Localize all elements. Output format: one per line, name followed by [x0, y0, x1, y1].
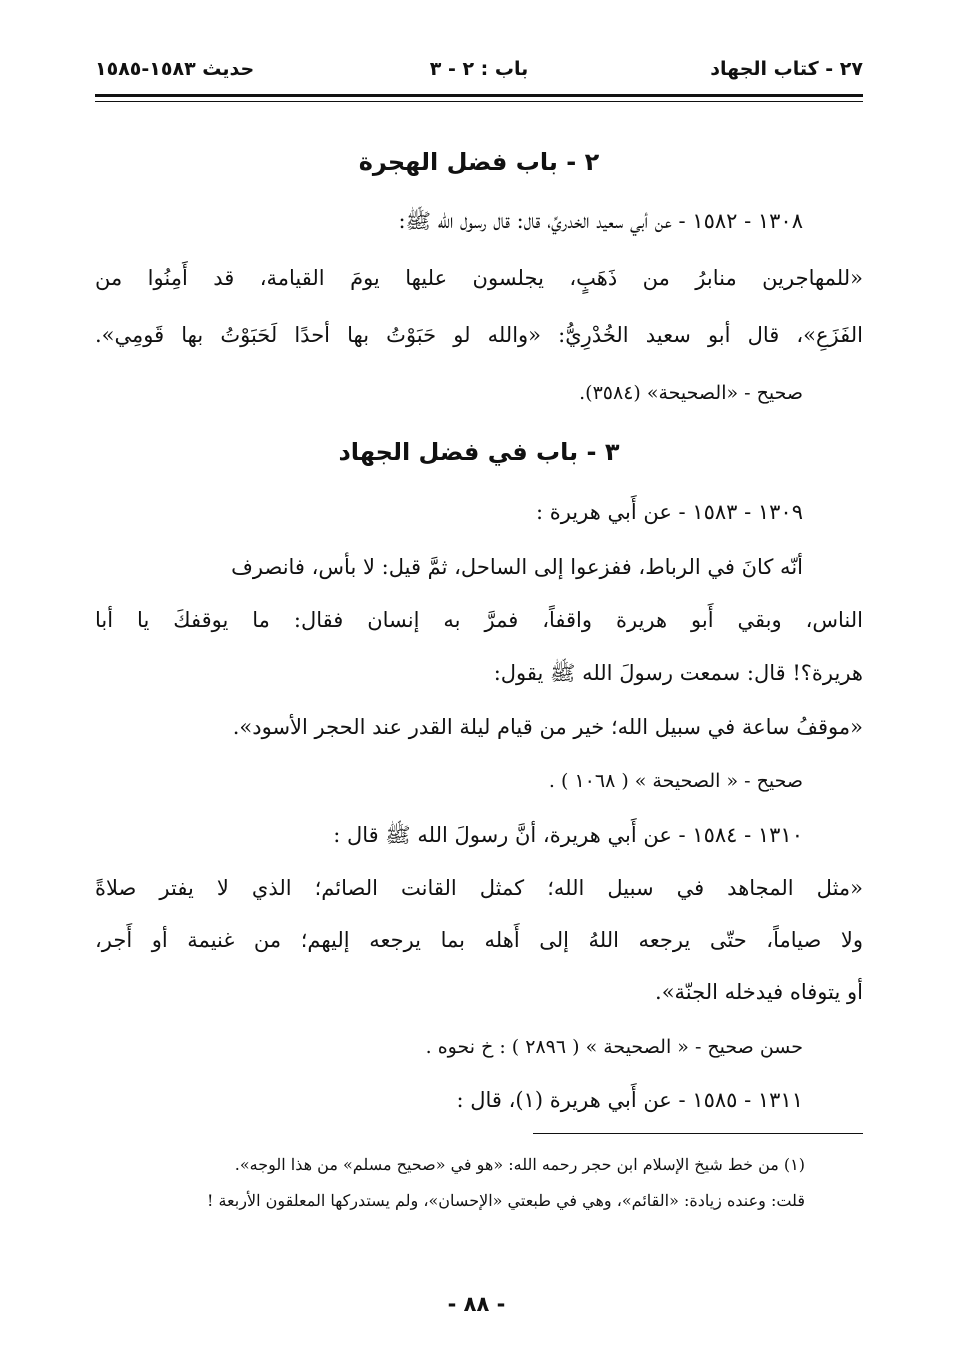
footnote-1: (١) من خط شيخ الإسلام ابن حجر رحمه الله: «هو في «صحيح مسلم» من هذا الوجه».	[234, 1155, 805, 1174]
section-heading-jihad: ٣ - باب في فضل الجهاد	[338, 438, 620, 466]
section-heading-hijra: ٢ - باب فضل الهجرة	[358, 148, 600, 176]
header-rule-thick	[95, 94, 863, 97]
running-head-section: باب : ٢ - ٣	[429, 58, 529, 80]
hadith-1311-isnad: ١٣١١ - ١٥٨٥ - عن أَبي هريرة (١)، قال :	[456, 1088, 803, 1112]
footnote-rule	[533, 1133, 863, 1134]
running-head-chapter: ٢٧ - كتاب الجهاد	[710, 58, 863, 80]
hadith-1309-text-3: هريرة؟! قال: سمعت رسولَ الله ﷺ يقول:	[493, 661, 863, 685]
running-head-hadith-range: حديث ١٥٨٣-١٥٨٥	[95, 58, 255, 80]
hadith-1310-isnad: ١٣١٠ - ١٥٨٤ - عن أَبي هريرة، أنَّ رسولَ الله ﷺ قال :	[333, 823, 803, 847]
hadith-1309-text-1: أنّه كانَ في الرباط، ففزعوا إلى الساحل، ثمَّ قيل: لا بأس، فانصرف	[231, 555, 803, 579]
hadith-1308-grading: صحيح - «الصحيحة» (٣٥٨٤).	[579, 382, 803, 404]
hadith-1309-text-2: الناس، وبقي أَبو هريرة واقفاً، فمرَّ به إنسان فقال: ما يوقفكَ يا أبا	[95, 608, 863, 632]
footnote-1-continued: قلت: وعنده زيادة: «القائم»، وهي في طبعتي «الإحسان»، ولم يستدركها المعلقون الأربعة !	[206, 1191, 805, 1210]
hadith-1309-grading: صحيح - « الصحيحة » ( ١٠٦٨ ) .	[548, 770, 803, 792]
hadith-1308-text-2: الفَزَعِ»، قال أبو سعيد الخُدْرِيُّ: «والله لو حَبَوْتُ بها أحدًا لَحَبَوْتُ بها قَومِي».	[95, 323, 863, 347]
hadith-1310-text-3: أو يتوفاه فيدخله الجنّة».	[655, 980, 863, 1004]
hadith-1310-text-2: ولا صياماً، حتّى يرجعه اللهُ إلى أَهله بما يرجعه إليهم؛ من غنيمة أو أَجر،	[95, 928, 863, 952]
running-head	[95, 58, 863, 92]
page-number: - ٨٨ -	[447, 1292, 506, 1316]
hadith-1310-text-1: «مثل المجاهد في سبيل الله؛ كمثل القانت الصائم؛ الذي لا يفتر صلاةً	[95, 876, 863, 900]
hadith-1309-isnad: ١٣٠٩ - ١٥٨٣ - عن أَبي هريرة :	[535, 500, 803, 524]
hadith-1310-grading: حسن صحيح - « الصحيحة » ( ٢٨٩٦ ) : خ نحوه .	[425, 1036, 803, 1058]
hadith-1308-text-1: «للمهاجرين منابرُ من ذَهَبٍ، يجلسون عليها يومَ القيامة، قد أَمِنُوا من	[95, 266, 863, 290]
hadith-1309-text-4: «موقفُ ساعة في سبيل الله؛ خير من قيام ليلة القدر عند الحجر الأسود».	[232, 715, 863, 739]
hadith-1308-isnad: ١٣٠٨ - ١٥٨٢ - عن أبي سعيد الخدريِّ، قال: قال رسول الله ﷺ:	[398, 209, 803, 233]
header-rule-thin	[95, 101, 863, 102]
